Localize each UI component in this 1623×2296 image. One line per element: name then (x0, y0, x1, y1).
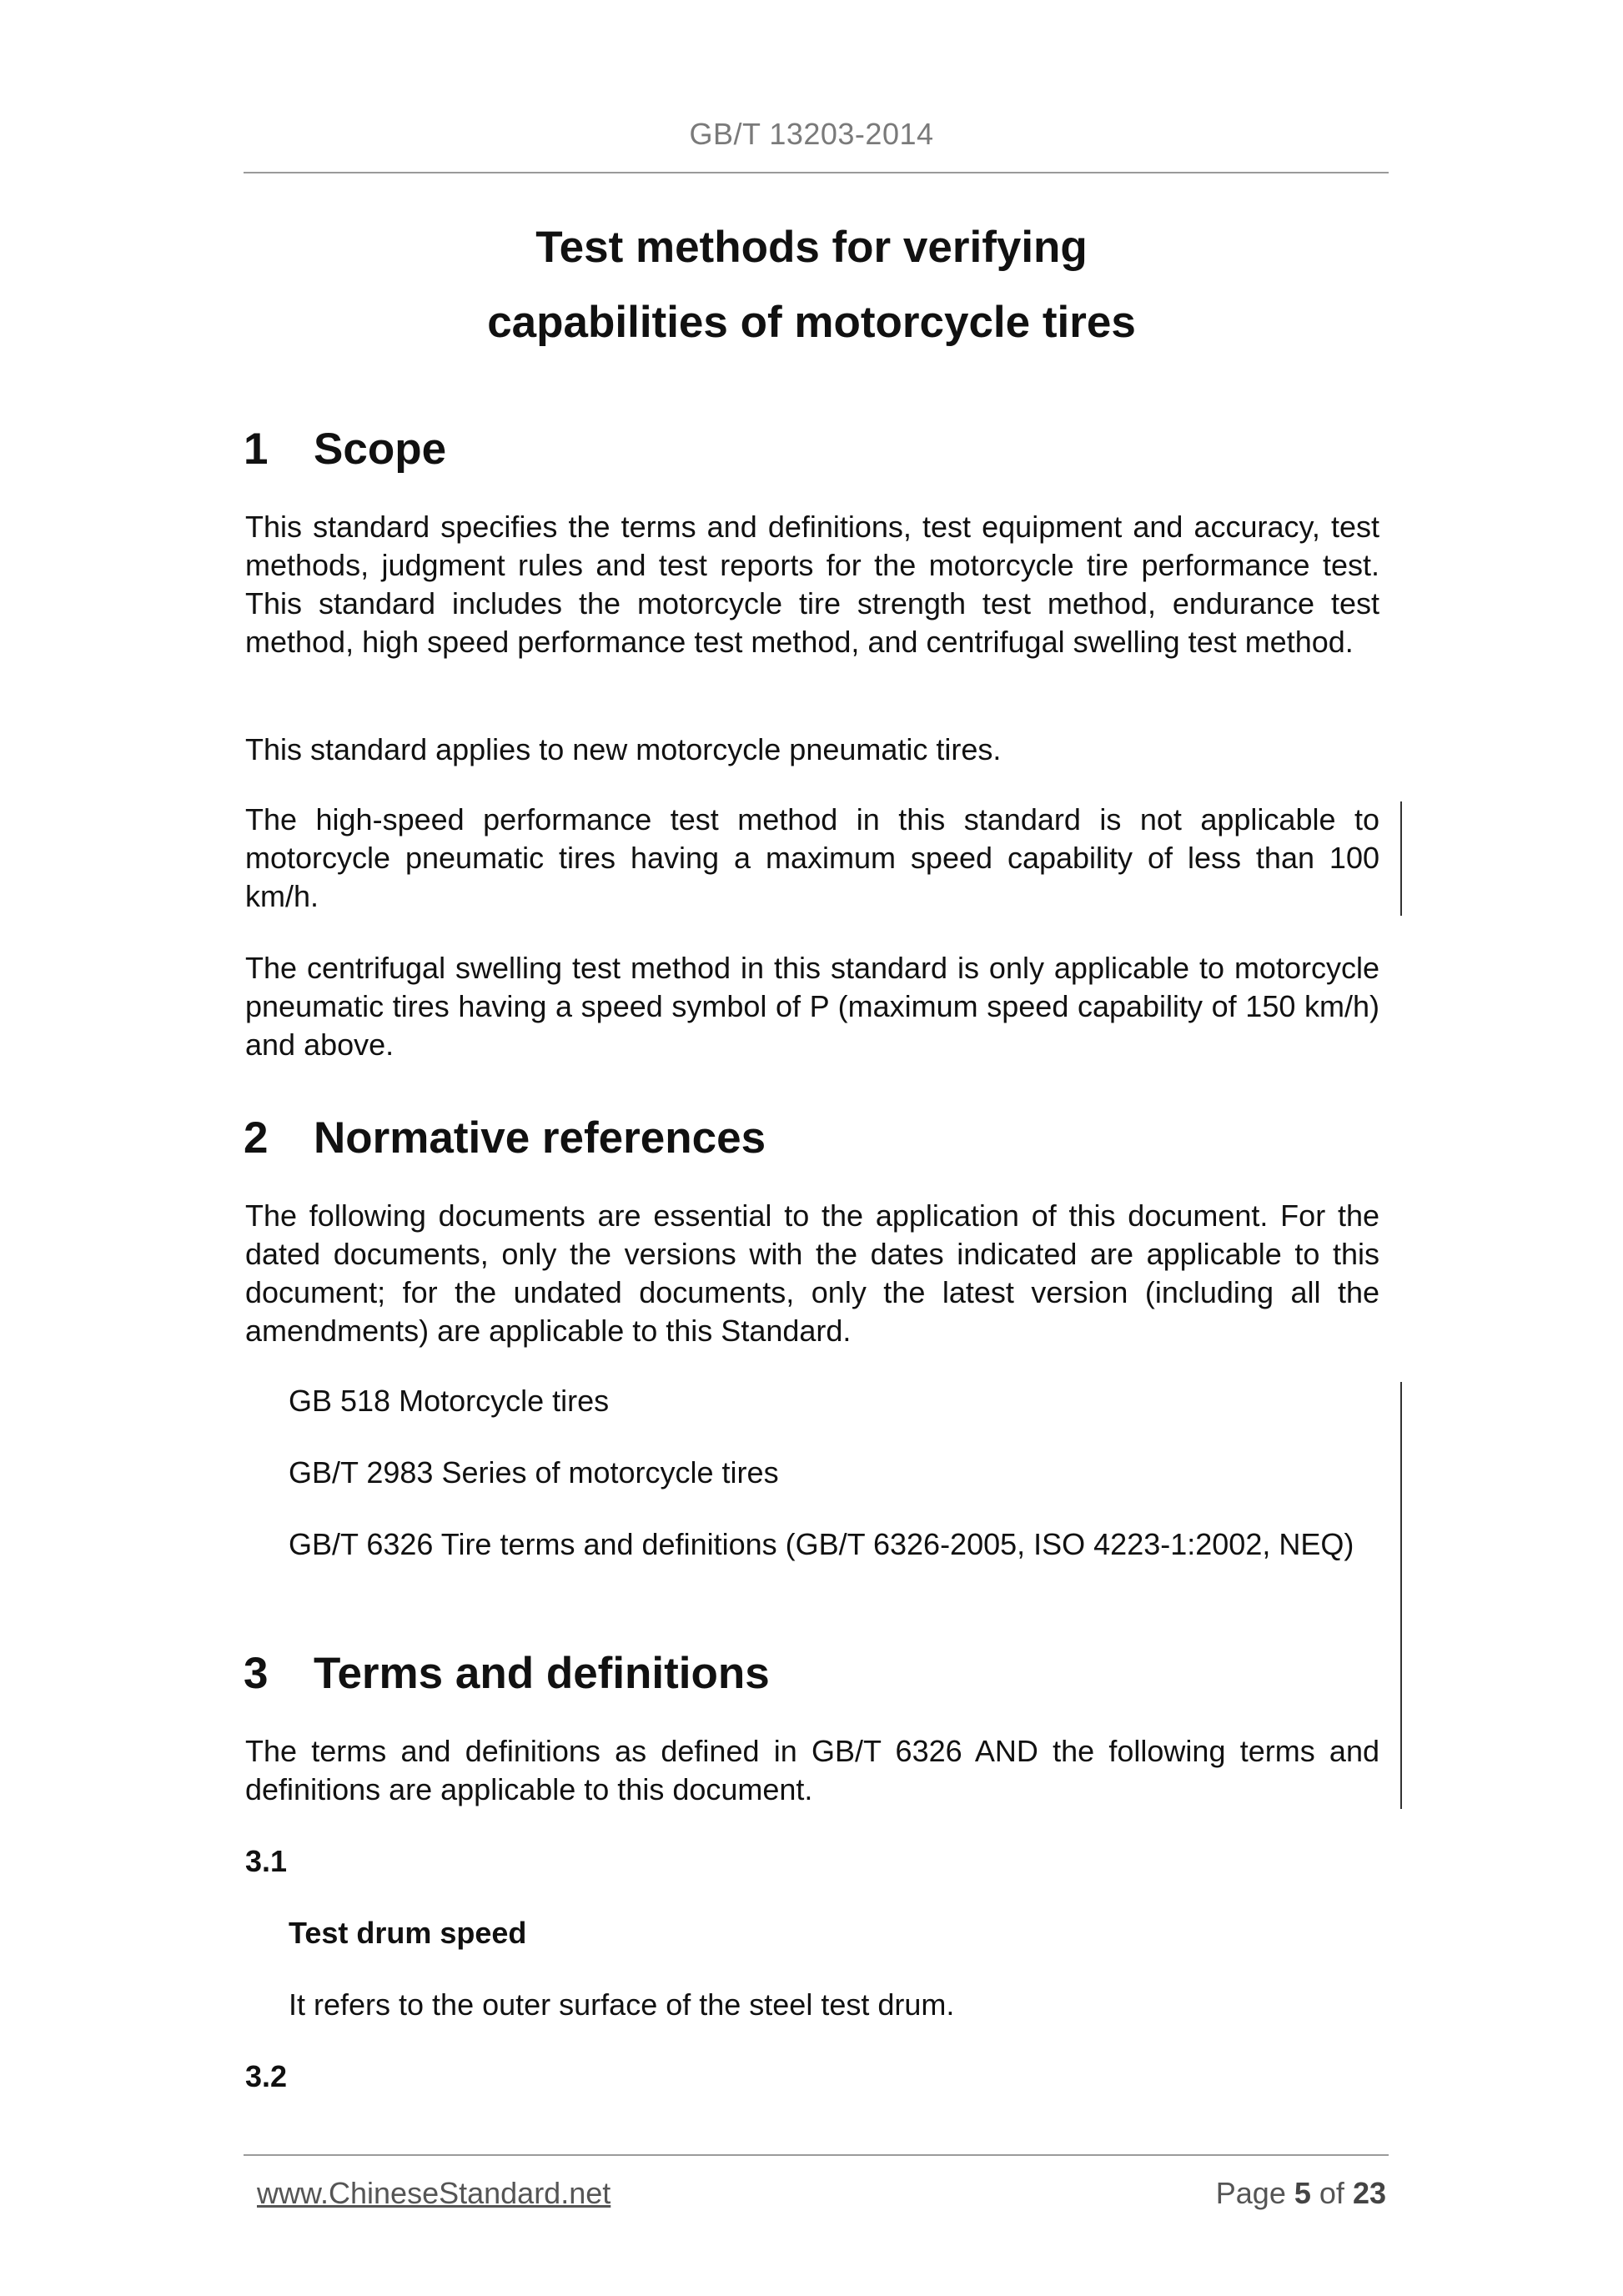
document-title-line-2: capabilities of motorcycle tires (487, 298, 1136, 347)
page-number (1216, 2176, 1386, 2211)
section-heading-normative-references (244, 1113, 766, 1163)
section-number: 1 (244, 425, 269, 474)
term-definition: It refers to the outer surface of the steel test drum. (289, 1987, 955, 2022)
website-link[interactable]: www.ChineseStandard.net (257, 2176, 611, 2210)
section-heading-terms (244, 1648, 770, 1699)
page-of: of (1319, 2176, 1344, 2210)
scope-paragraph-3: The high-speed performance test method in this standard is not applicable to motorcycle pneumatic tires having a maximum speed capability of less than 100 km/h. (245, 802, 1379, 913)
scope-paragraph-2: This standard applies to new motorcycle pneumatic tires. (245, 732, 1002, 766)
header-divider (244, 172, 1389, 173)
section-number: 2 (244, 1113, 269, 1163)
section-number: 3 (244, 1649, 269, 1698)
standard-code: GB/T 13203-2014 (689, 117, 934, 151)
clause-number: 3.2 (245, 2059, 288, 2093)
revision-bar (1400, 1382, 1402, 1809)
page-prefix: Page (1215, 2176, 1286, 2210)
section-title: Normative references (314, 1113, 766, 1163)
section-heading-scope (244, 424, 446, 475)
scope-paragraph-1: This standard specifies the terms and definitions, test equipment and accuracy, test methods, judgment rules and test reports for the motorcycle tire performance test. This standard includes the motorcycle tire strength test method, endurance test method, high speed performance test method, and centrifugal swelling test method. (245, 510, 1379, 659)
document-title-line-1: Test methods for verifying (535, 223, 1088, 272)
reference-item: GB/T 2983 Series of motorcycle tires (289, 1455, 779, 1490)
revision-bar (1400, 801, 1402, 916)
section-title: Terms and definitions (314, 1649, 770, 1698)
term-title: Test drum speed (289, 1916, 527, 1950)
reference-item: GB 518 Motorcycle tires (289, 1384, 610, 1418)
terms-intro: The terms and definitions as defined in GB/T 6326 AND the following terms and definitions are applicable to this document. (245, 1734, 1379, 1806)
page-total: 23 (1352, 2176, 1386, 2210)
scope-paragraph-4: The centrifugal swelling test method in this standard is only applicable to motorcycle pneumatic tires having a speed symbol of P (maximum speed capability of 150 km/h) and above. (245, 951, 1379, 1062)
section-title: Scope (314, 425, 447, 474)
clause-number: 3.1 (245, 1844, 288, 1878)
normative-intro: The following documents are essential to the application of this document. For the dated documents, only the versions with the dates indicated are applicable to this document; for the undated documents, only the latest version (including all the amendments) are applicable to this Standard. (245, 1198, 1379, 1348)
reference-item: GB/T 6326 Tire terms and definitions (GB/T 6326-2005, ISO 4223-1:2002, NEQ) (289, 1527, 1354, 1561)
page-current: 5 (1294, 2176, 1311, 2210)
footer-divider (244, 2154, 1389, 2156)
